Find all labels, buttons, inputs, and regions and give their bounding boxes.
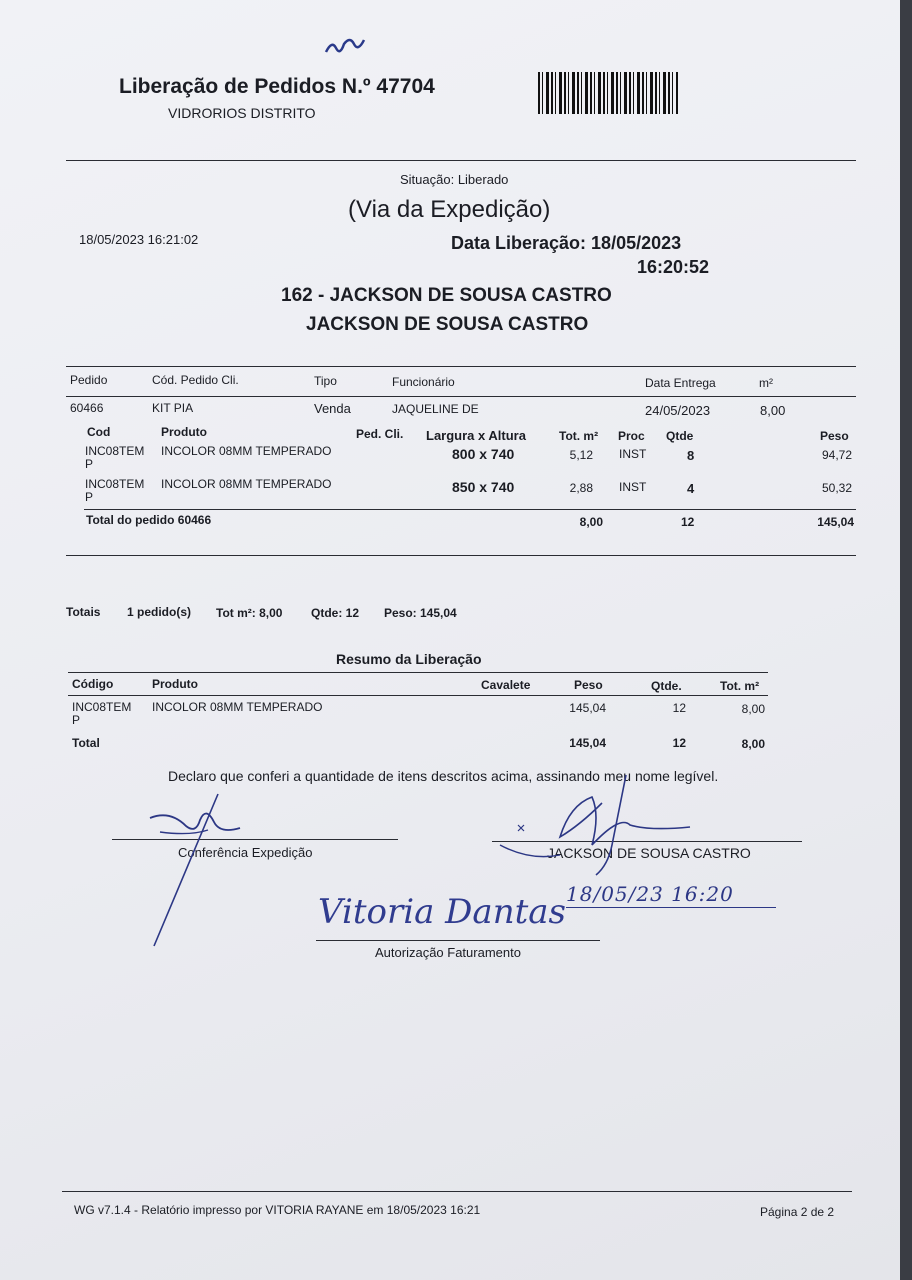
handwritten-date: 18/05/23 16:20 <box>566 882 734 906</box>
header-m2: m² <box>759 376 773 390</box>
order-tipo: Venda <box>314 401 351 416</box>
totals-pedidos: 1 pedido(s) <box>127 605 192 619</box>
item-qtde: 4 <box>687 481 695 496</box>
signature-label-conferencia: Conferência Expedição <box>178 845 313 860</box>
item-cod: INC08TEM <box>85 444 145 458</box>
order-total-tot-m2: 8,00 <box>579 515 603 529</box>
summary-codigo: INC08TEM <box>72 700 132 714</box>
footer-page-number: Página 2 de 2 <box>760 1205 835 1219</box>
item-cod: INC08TEM <box>85 477 145 491</box>
order-funcionario: JAQUELINE DE <box>392 402 479 416</box>
summary-codigo-cont: P <box>72 713 81 727</box>
order-total-border <box>84 509 856 510</box>
order-total-peso: 145,04 <box>817 515 854 529</box>
header-tipo: Tipo <box>314 374 337 388</box>
header-pedido: Pedido <box>70 373 108 387</box>
summary-tot-m2: 8,00 <box>741 702 765 716</box>
signature-scribble-conferencia <box>130 790 270 950</box>
summary-title: Resumo da Liberação <box>336 651 482 667</box>
summary-total-qtde: 12 <box>672 736 686 750</box>
item-header-qtde: Qtde <box>666 429 694 443</box>
table-header-border <box>66 396 856 397</box>
item-header-peso: Peso <box>820 429 849 443</box>
item-header-cod: Cod <box>87 425 111 439</box>
handwritten-date-underline <box>566 907 776 908</box>
summary-produto: INCOLOR 08MM TEMPERADO <box>152 700 323 714</box>
order-total-qtde: 12 <box>681 515 695 529</box>
header-cod-pedido-cli: Cód. Pedido Cli. <box>152 373 239 387</box>
item-peso: 94,72 <box>821 448 852 462</box>
item-header-proc: Proc <box>618 429 645 443</box>
handwritten-signature-name: Vitoria Dantas <box>318 892 566 932</box>
summary-peso: 145,04 <box>569 701 606 715</box>
totals-tot-m2: Tot m²: 8,00 <box>216 606 283 620</box>
order-pedido: 60466 <box>70 401 104 415</box>
release-time: 16:20:52 <box>637 257 710 277</box>
print-datetime: 18/05/2023 16:21:02 <box>79 232 199 247</box>
header-data-entrega: Data Entrega <box>645 376 716 390</box>
summary-header-produto: Produto <box>152 677 198 691</box>
summary-header-border <box>68 695 768 696</box>
release-date: Data Liberação: 18/05/2023 <box>451 233 682 253</box>
order-cod-pedido-cli: KIT PIA <box>152 401 194 415</box>
signature-label-client: JACKSON DE SOUSA CASTRO <box>547 845 751 861</box>
summary-header-codigo: Código <box>72 677 114 691</box>
summary-top-border <box>68 672 768 673</box>
item-tot-m2: 5,12 <box>569 448 593 462</box>
item-header-largura-altura: Largura x Altura <box>426 428 526 443</box>
summary-header-qtde: Qtde. <box>651 679 682 693</box>
signature-label-autorizacao: Autorização Faturamento <box>375 945 521 960</box>
item-header-ped-cli: Ped. Cli. <box>356 427 404 441</box>
item-dims: 850 x 740 <box>452 479 515 495</box>
footer-divider <box>62 1191 852 1192</box>
totals-peso: Peso: 145,04 <box>384 606 457 620</box>
header-funcionario: Funcionário <box>392 375 455 389</box>
signature-scribble-client <box>500 775 700 885</box>
totals-label: Totais <box>66 605 101 619</box>
table-top-border <box>66 366 856 367</box>
item-cod-cont: P <box>85 490 94 504</box>
summary-header-tot-m2: Tot. m² <box>720 679 760 693</box>
summary-header-cavalete: Cavalete <box>481 678 531 692</box>
item-dims: 800 x 740 <box>452 446 515 462</box>
item-tot-m2: 2,88 <box>569 481 593 495</box>
pen-mark-scribble <box>324 30 384 60</box>
order-total-label: Total do pedido 60466 <box>86 513 212 527</box>
status-text: Situação: Liberado <box>400 172 509 187</box>
summary-header-peso: Peso <box>574 678 603 692</box>
order-data-entrega: 24/05/2023 <box>645 403 711 418</box>
signature-line-autorizacao <box>316 940 600 941</box>
item-header-tot-m2: Tot. m² <box>559 429 599 443</box>
item-peso: 50,32 <box>821 481 852 495</box>
totals-qtde: Qtde: 12 <box>311 606 360 620</box>
footer-print-info: WG v7.1.4 - Relatório impresso por VITORIA RAYANE em 18/05/2023 16:21 <box>74 1203 481 1217</box>
item-proc: INST <box>619 480 647 494</box>
item-produto: INCOLOR 08MM TEMPERADO <box>161 477 332 491</box>
document-title: Liberação de Pedidos N.º 47704 <box>119 75 435 98</box>
item-header-produto: Produto <box>161 425 207 439</box>
item-produto: INCOLOR 08MM TEMPERADO <box>161 444 332 458</box>
order-m2: 8,00 <box>760 403 786 418</box>
order-section-divider <box>66 555 856 556</box>
summary-total-label: Total <box>72 736 100 750</box>
header-divider <box>66 160 856 161</box>
client-line-2: JACKSON DE SOUSA CASTRO <box>306 314 589 335</box>
item-proc: INST <box>619 447 647 461</box>
summary-total-peso: 145,04 <box>569 736 606 750</box>
item-qtde: 8 <box>687 448 695 463</box>
via-label: (Via da Expedição) <box>348 196 551 223</box>
summary-total-tot-m2: 8,00 <box>741 737 765 751</box>
item-cod-cont: P <box>85 457 94 471</box>
declaration-text: Declaro que conferi a quantidade de itens descritos acima, assinando meu nome legível. <box>168 768 719 784</box>
summary-qtde: 12 <box>672 701 686 715</box>
client-line-1: 162 - JACKSON DE SOUSA CASTRO <box>281 285 612 306</box>
barcode-icon <box>538 72 678 114</box>
company-name: VIDRORIOS DISTRITO <box>168 105 316 121</box>
